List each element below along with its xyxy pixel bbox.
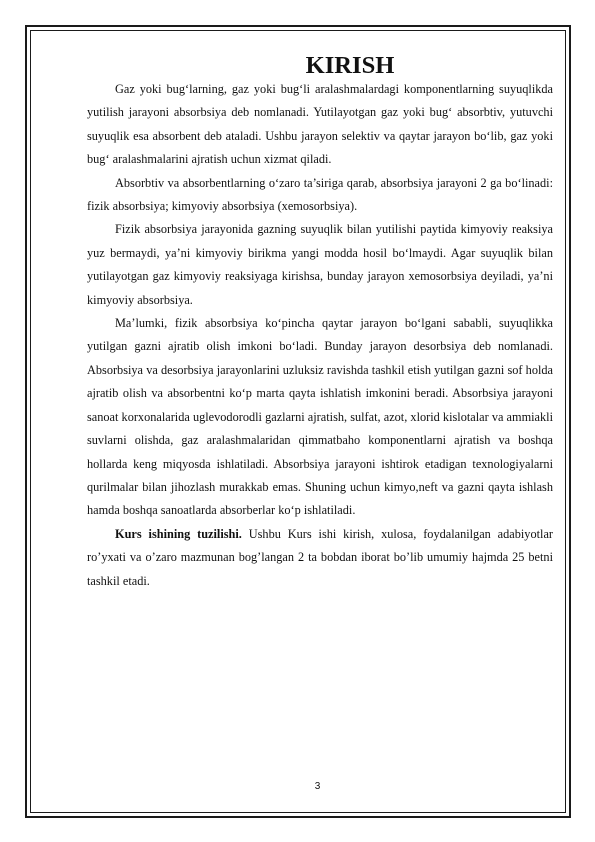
page-title: KIRISH bbox=[305, 52, 395, 79]
paragraph-4-text: Ma’lumki, fizik absorbsiya ko‘pincha qaytar jarayon bo‘lgani sababli, suyuqlikka yutilgan gazni ajratib olish imkoni bo‘ladi. Bunday jarayon desorbsiya deb nomlanadi. Absorbsiya va desorbsiya jarayonlarini uzluksiz ravishda tashkil etish yutilgan gazni sof holda ajratib olish va absorbentni ko‘p marta qayta ishlatish imkonini beradi. Absorbsiya jarayoni sanoat korxonalarida uglevodorodli gazlarni ajratish, sulfat, azot, xlorid kislotalar va ammiakli suvlarni olishda, gaz aralashmalaridan qimmatbaho komponentlarni ajratish va boshqa hollarda keng miqyosda ishlatiladi. Absorbsiya jarayoni ishtirok etadigan texnologiyalarni qurilmalar bilan jihozlash murakkab emas. Shuning uchun kimyo,neft va gazni qayta ishlash hamda boshqa sanoatlarda absorberlar ko‘p ishlatiladi. bbox=[87, 316, 553, 518]
document-body bbox=[87, 52, 553, 593]
paragraph-3-text: Fizik absorbsiya jarayonida gazning suyuqlik bilan yutilishi paytida kimyoviy reaksiya yuz bermaydi, ya’ni kimyoviy birikma yangi modda hosil bo‘lmaydi. Agar suyuqlik bilan yutilayotgan gaz kimyoviy reaksiyaga kirishsa, bunday jarayon xemosorbsiya deyiladi, ya’ni kimyoviy absorbsiya. bbox=[87, 222, 553, 307]
paragraph-1 bbox=[87, 78, 553, 172]
paragraph-5 bbox=[87, 523, 553, 593]
paragraph-3 bbox=[87, 218, 553, 312]
paragraph-4 bbox=[87, 312, 553, 523]
paragraph-2-text: Absorbtiv va absorbentlarning o‘zaro ta’siriga qarab, absorbsiya jarayoni 2 ga bo‘linadi: fizik absorbsiya; kimyoviy absorbsiya (xemosorbsiya). bbox=[87, 175, 553, 214]
paragraph-5-heading: Kurs ishining tuzilishi. bbox=[115, 526, 242, 541]
page-number: 3 bbox=[314, 781, 321, 792]
paragraph-1-text: Gaz yoki bug‘larning, gaz yoki bug‘li aralashmalardagi komponentlarning suyuqlikda yutilish jarayoni absorbsiya deb nomlanadi. Yutilayotgan gaz yoki bug‘ absorbtiv, yutuvchi suyuqlik esa absorbent deb ataladi. Ushbu jarayon selektiv va qaytar jarayon bo‘lib, gaz yoki bug‘ aralashmalarini ajratish uchun xizmat qiladi. bbox=[87, 82, 553, 167]
paragraph-5-text: Ushbu Kurs ishi kirish, xulosa, foydalanilgan adabiyotlar ro’yxati va o’zaro mazmunan bog’langan 2 ta bobdan iborat bo’lib umumiy hajmda 25 betni tashkil etadi. bbox=[87, 526, 553, 588]
paragraph-2 bbox=[87, 172, 553, 219]
